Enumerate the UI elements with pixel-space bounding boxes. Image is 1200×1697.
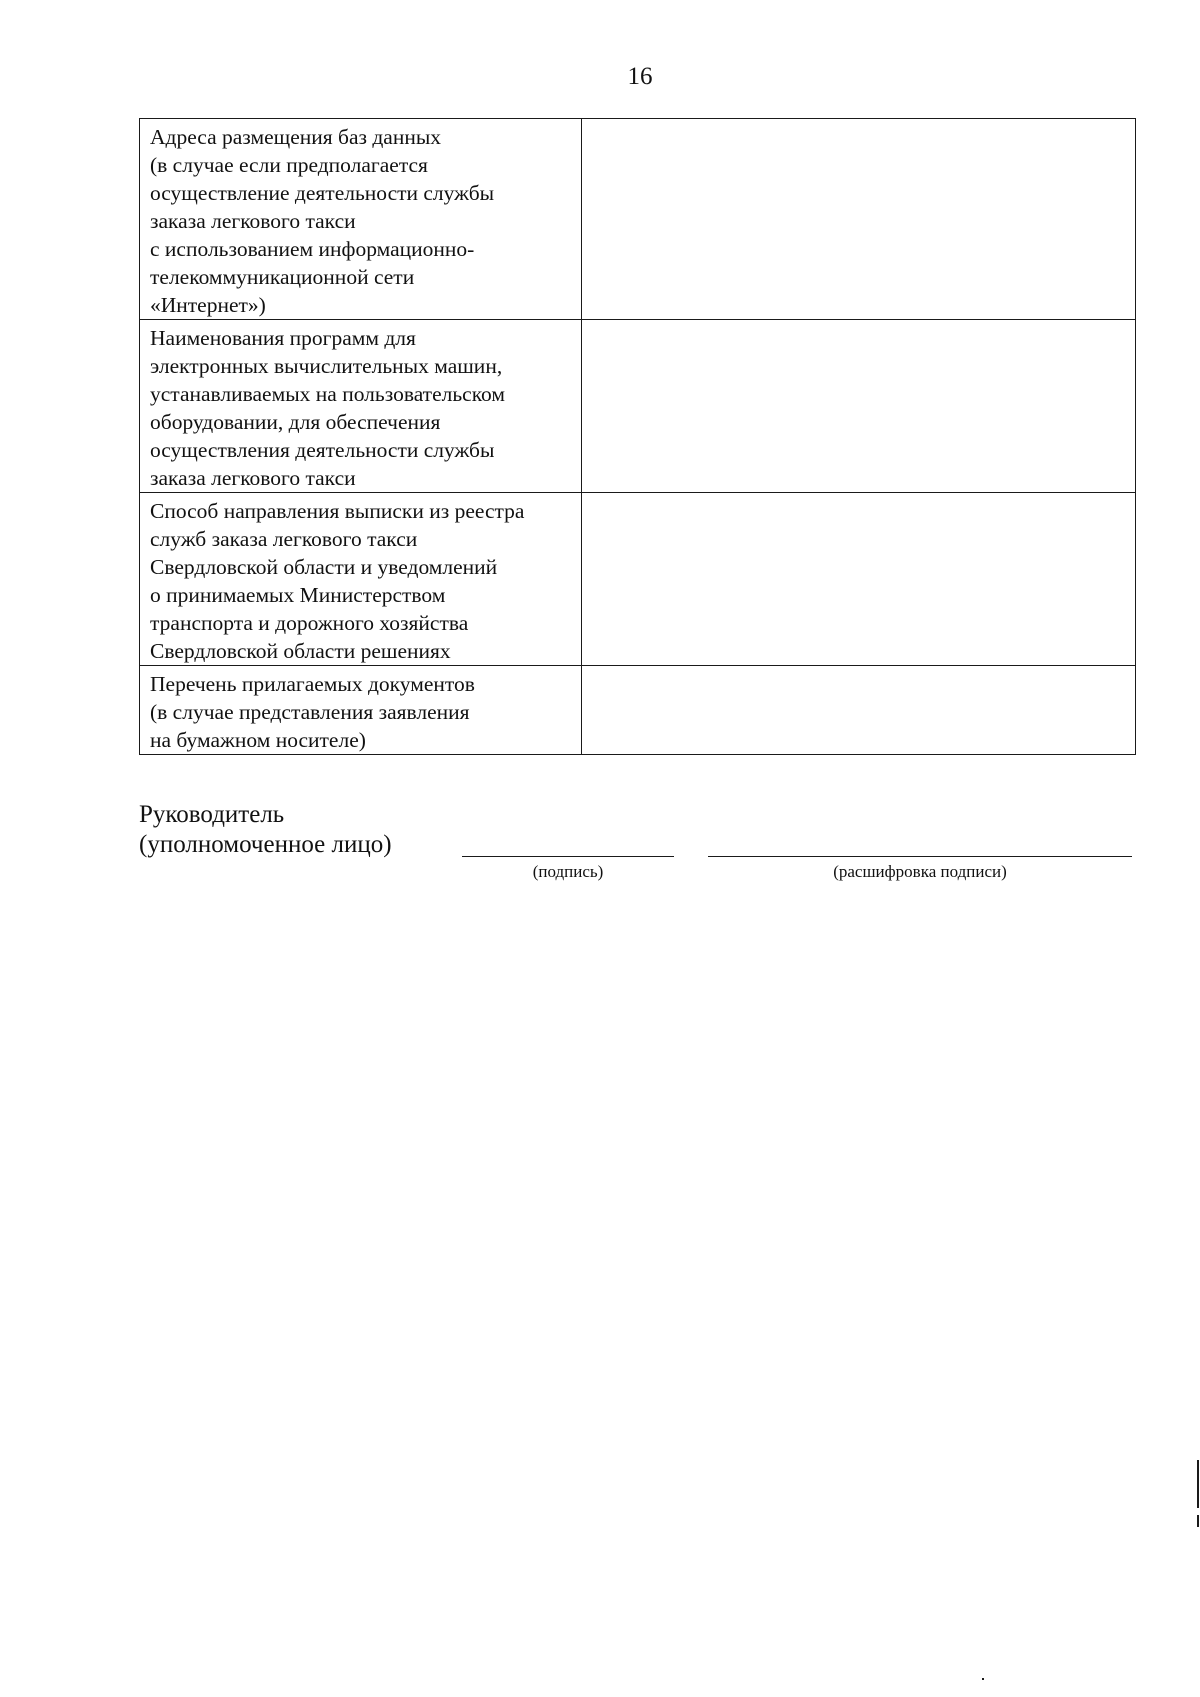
table-row [140,493,1136,666]
attached-documents-value [582,666,1136,755]
scan-dust-mark [982,1678,984,1680]
signature-caption: (подпись) [532,862,604,881]
signature-decoding-line [708,856,1132,857]
scan-edge-mark [1197,1460,1199,1508]
signatory-title-line1: Руководитель [139,801,285,828]
table-row [140,666,1136,755]
signatory-title [139,800,392,860]
attached-documents-label: Перечень прилагаемых документов (в случае представления заявления на бумажном носителе) [140,666,582,755]
signature-line [462,856,674,857]
table-row [140,320,1136,493]
delivery-method-value [582,493,1136,666]
scan-edge-mark [1197,1515,1199,1527]
delivery-method-label: Способ направления выписки из реестра служб заказа легкового такси Свердловской области и уведомлений о принимаемых Министерством транспорта и дорожного хозяйства Свердловской области решениях [140,493,582,666]
page-number: 16 [627,63,653,90]
table-row [140,119,1136,320]
signatory-title-line2: (уполномоченное лицо) [139,831,392,858]
signature-decoding-caption: (расшифровка подписи) [833,862,1007,881]
software-names-label: Наименования программ для электронных вычислительных машин, устанавливаемых на пользовательском оборудовании, для обеспечения осуществления деятельности службы заказа легкового такси [140,320,582,493]
software-names-value [582,320,1136,493]
application-form-table [139,118,1136,755]
database-address-label: Адреса размещения баз данных (в случае если предполагается осуществление деятельности службы заказа легкового такси с использованием информационно- телекоммуникационной сети «Интернет») [140,119,582,320]
database-address-value [582,119,1136,320]
